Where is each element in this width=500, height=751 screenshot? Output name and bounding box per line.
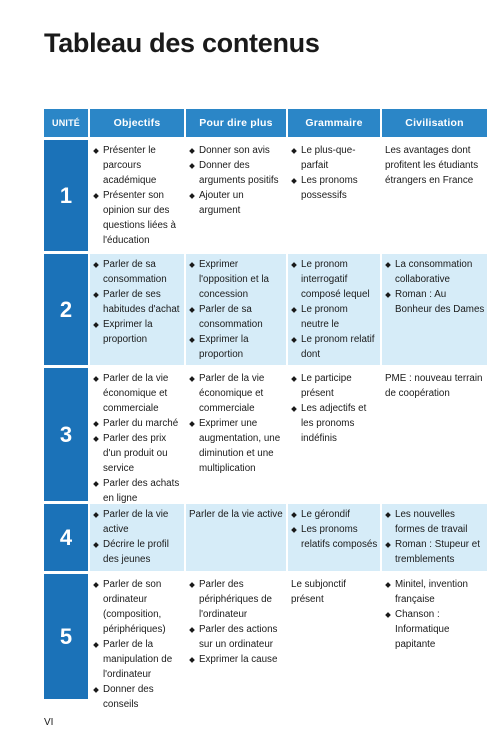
list-item: Donner des conseils (93, 682, 182, 712)
list-item: Parler de sa consommation (93, 257, 182, 287)
list-item: Le pronom neutre le (291, 302, 378, 332)
list-item: Donner des arguments positifs (189, 158, 284, 188)
list-item: Donner son avis (189, 143, 284, 158)
list-item: Parler de sa consommation (189, 302, 284, 332)
pour-dire-plus-cell (186, 140, 286, 251)
pour-dire-plus-cell (186, 368, 286, 501)
header-pour-dire-plus: Pour dire plus (186, 109, 286, 137)
page-number: VI (44, 717, 54, 728)
list-item: Roman : Stupeur et tremblements (385, 537, 485, 567)
list-item: Parler des périphériques de l'ordinateur (189, 577, 284, 622)
pour-dire-plus-cell (186, 254, 286, 365)
objectifs-cell (90, 368, 184, 504)
header-civilisation: Civilisation (382, 109, 487, 137)
list-item: Exprimer une augmentation, une diminution et une multiplication (189, 416, 284, 476)
list-item: Les nouvelles formes de travail (385, 507, 485, 537)
list-item: Parler de la vie économique et commerciale (189, 371, 284, 416)
list-item: Les pronoms possessifs (291, 173, 378, 203)
plain-text: Le subjonctif présent (291, 579, 347, 605)
list-item: Les pronoms relatifs composés (291, 522, 378, 552)
grammaire-cell (288, 140, 380, 251)
pour-dire-plus-cell (186, 574, 286, 699)
pour-dire-plus-cell (186, 504, 286, 571)
list-item: Décrire le profil des jeunes (93, 537, 182, 567)
list-item: Roman : Au Bonheur des Dames (385, 287, 485, 317)
grammaire-cell (288, 574, 380, 699)
list-item: Le pronom interrogatif composé lequel (291, 257, 378, 302)
list-item: Parler de son ordinateur (composition, périphériques) (93, 577, 182, 637)
objectifs-cell (90, 254, 184, 365)
objectifs-cell (90, 504, 184, 571)
plain-text: Les avantages dont profitent les étudiants étrangers en France (385, 145, 479, 186)
civilisation-cell (382, 140, 487, 251)
grammaire-cell (288, 504, 380, 571)
list-item: Exprimer l'opposition et la concession (189, 257, 284, 302)
list-item: Parler des actions sur un ordinateur (189, 622, 284, 652)
plain-text: PME : nouveau terrain de coopération (385, 373, 483, 399)
contents-table (44, 109, 485, 710)
list-item: Parler de la vie active (93, 507, 182, 537)
unit-number: 4 (44, 504, 88, 571)
civilisation-cell (382, 254, 487, 365)
list-item: Chanson : Informatique papitante (385, 607, 485, 652)
objectifs-cell (90, 574, 184, 710)
list-item: Le plus-que-parfait (291, 143, 378, 173)
list-item: Exprimer la proportion (93, 317, 182, 347)
list-item: Le gérondif (291, 507, 378, 522)
list-item: Parler de la vie économique et commerciale (93, 371, 182, 416)
unit-number: 3 (44, 368, 88, 501)
header-unite: UNITÉ (44, 109, 88, 137)
list-item: Le pronom relatif dont (291, 332, 378, 362)
list-item: Parler des achats en ligne (93, 476, 182, 506)
plain-text: Parler de la vie active (189, 509, 283, 520)
page-title: Tableau des contenus (44, 28, 320, 58)
objectifs-cell (90, 140, 184, 251)
list-item: Ajouter un argument (189, 188, 284, 218)
list-item: Parler de la manipulation de l'ordinateur (93, 637, 182, 682)
unit-number: 2 (44, 254, 88, 365)
list-item: Parler du marché (93, 416, 182, 431)
list-item: Exprimer la proportion (189, 332, 284, 362)
list-item: Exprimer la cause (189, 652, 284, 667)
unit-number: 1 (44, 140, 88, 251)
list-item: Parler de ses habitudes d'achat (93, 287, 182, 317)
unit-number: 5 (44, 574, 88, 699)
list-item: Le participe présent (291, 371, 378, 401)
list-item: Présenter le parcours académique (93, 143, 182, 188)
civilisation-cell (382, 368, 487, 501)
grammaire-cell (288, 254, 380, 365)
header-objectifs: Objectifs (90, 109, 184, 137)
list-item: Minitel, invention française (385, 577, 485, 607)
civilisation-cell (382, 504, 487, 571)
grammaire-cell (288, 368, 380, 501)
list-item: La consommation collaborative (385, 257, 485, 287)
list-item: Les adjectifs et les pronoms indéfinis (291, 401, 378, 446)
list-item: Présenter son opinion sur des questions liées à l'éducation (93, 188, 182, 248)
list-item: Parler des prix d'un produit ou service (93, 431, 182, 476)
header-grammaire: Grammaire (288, 109, 380, 137)
civilisation-cell (382, 574, 487, 699)
